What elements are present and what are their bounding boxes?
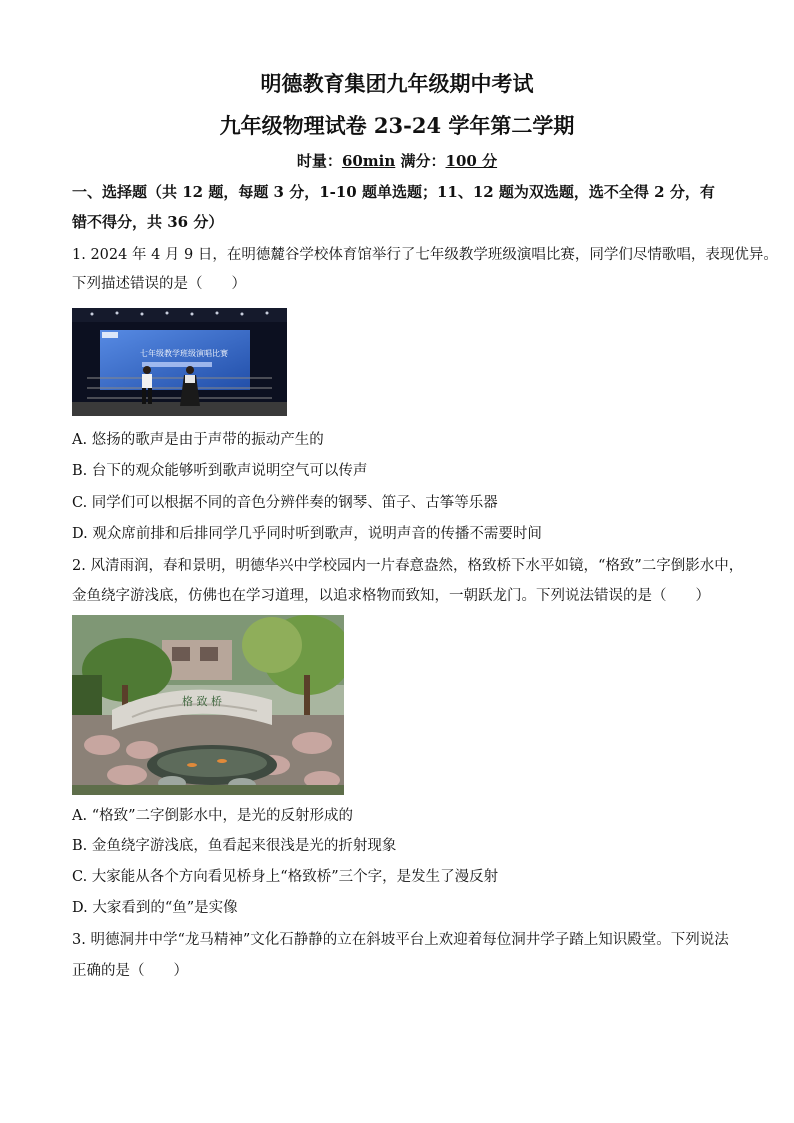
q1-option-d: D. 观众席前排和后排同学几乎同时听到歌声，说明声音的传播不需要时间 (72, 526, 542, 542)
q2-option-d: D. 大家看到的“鱼”是实像 (72, 900, 238, 916)
q1-option-c: C. 同学们可以根据不同的音色分辨伴奏的钢琴、笛子、古筝等乐器 (72, 495, 498, 511)
q2-option-b: B. 金鱼绕字游浅底，鱼看起来很浅是光的折射现象 (72, 838, 397, 854)
section-heading-line1: 一、选择题（共 12 题，每题 3 分，1-10 题单选题；11、12 题为双选题，选不全得 2 分，有 (72, 183, 715, 201)
stage-banner-text: 七年级教学班级演唱比赛 (140, 349, 228, 358)
q1-stem-line1: 1. 2024 年 4 月 9 日，在明德麓谷学校体育馆举行了七年级教学班级演唱比赛，同学们尽情歌唱，表现优异。 (72, 247, 778, 263)
q2-stem-line2: 金鱼绕字游浅底，仿佛也在学习道理，以追求格物而致知，一朝跃龙门。下列说法错误的是（ ） (72, 588, 710, 604)
q2-bridge-photo (72, 615, 344, 795)
bridge-inscription: 格 致 桥 (182, 695, 222, 708)
time-score-line (0, 150, 794, 171)
paper-title: 九年级物理试卷 23-24 学年第二学期 (219, 113, 575, 138)
q2-option-a: A. “格致”二字倒影水中，是光的反射形成的 (72, 808, 354, 824)
q2-stem-line1: 2. 风清雨润，春和景明，明德华兴中学校园内一片春意盎然，格致桥下水平如镜，“格致”二字倒影水中， (72, 558, 744, 574)
q1-stage-photo (72, 308, 287, 416)
time-value: 60min (341, 152, 396, 170)
section-heading-line2: 错不得分，共 36 分） (72, 213, 224, 231)
q1-option-b: B. 台下的观众能够听到歌声说明空气可以传声 (72, 463, 368, 479)
q1-stem-line2: 下列描述错误的是（ ） (72, 276, 246, 292)
school-title: 明德教育集团九年级期中考试 (260, 71, 534, 96)
score-label: 满分： (395, 152, 446, 170)
score-value: 100 分 (445, 152, 498, 170)
q3-stem-line2: 正确的是（ ） (72, 963, 188, 979)
q1-option-a: A. 悠扬的歌声是由于声带的振动产生的 (72, 432, 324, 448)
time-label: 时量： (296, 152, 342, 170)
q2-option-c: C. 大家能从各个方向看见桥身上“格致桥”三个字，是发生了漫反射 (72, 869, 499, 885)
q3-stem-line1: 3. 明德洞井中学“龙马精神”文化石静静的立在斜坡平台上欢迎着每位洞井学子踏上知识殿堂。下列说法 (72, 932, 729, 948)
